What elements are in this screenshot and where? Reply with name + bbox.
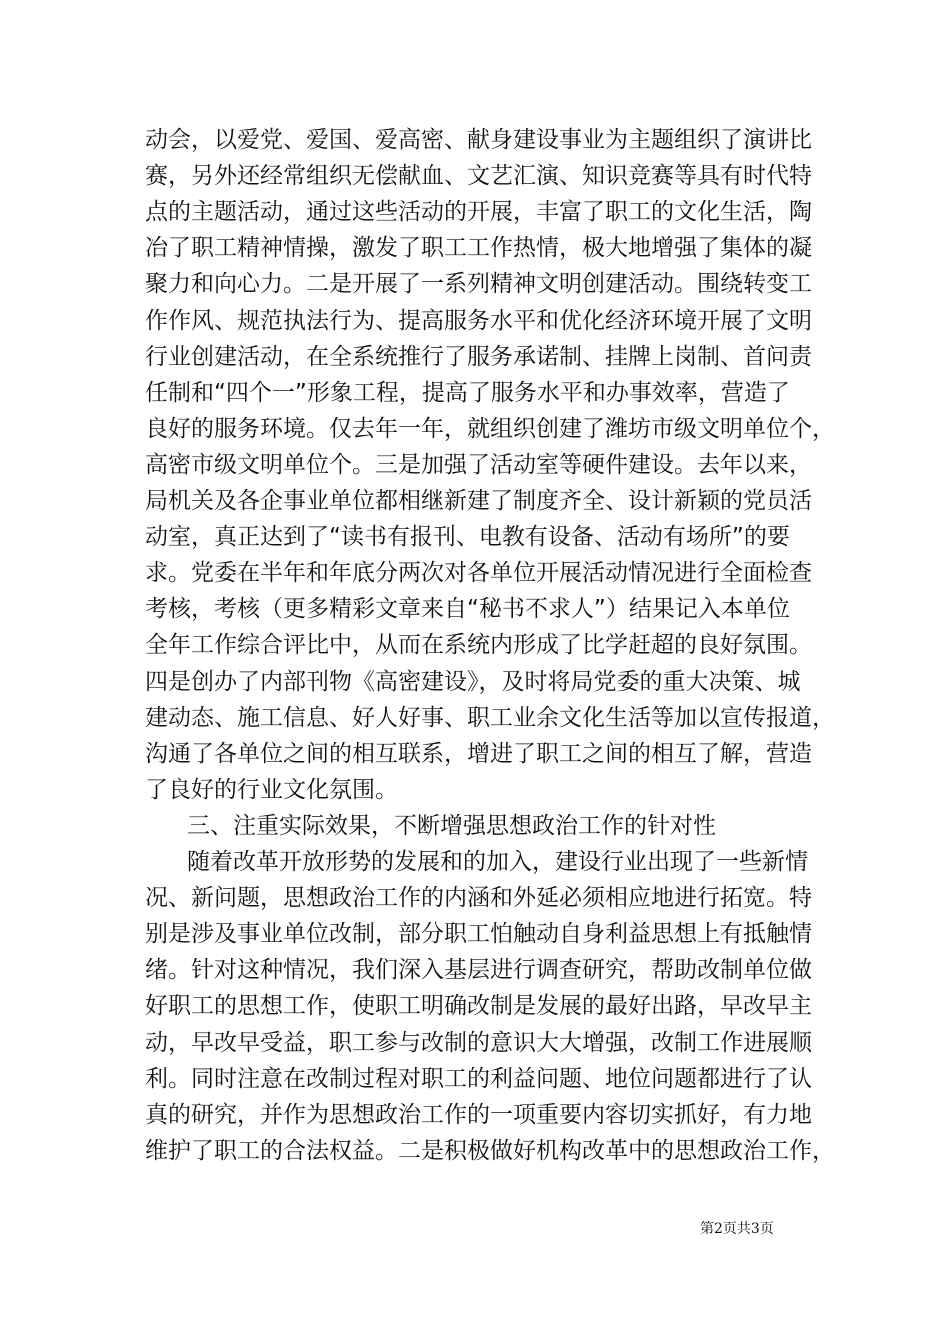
body-text-line: 任制和“四个一”形象工程，提高了服务水平和办事效率，营造了 [145,379,790,406]
body-text-line: 点的主题活动，通过这些活动的开展，丰富了职工的文化生活，陶 [145,199,812,226]
body-text-line: 赛，另外还经常组织无偿献血、文艺汇演、知识竞赛等具有时代特 [145,163,812,190]
body-text-line: 建动态、施工信息、好人好事、职工业余文化生活等加以宣传报道， [145,704,835,731]
body-text-line: 四是创办了内部刊物《高密建设》，及时将局党委的重大决策、城 [145,668,801,695]
body-text-line: 沟通了各单位之间的相互联系，增进了职工之间的相互了解，营造 [145,740,812,767]
body-text-line: 别是涉及事业单位改制，部分职工怕触动自身利益思想上有抵触情 [145,921,812,948]
page-number: 第2页共3页 [700,1221,774,1237]
body-text-line: 作作风、规范执法行为、提高服务水平和优化经济环境开展了文明 [145,307,812,334]
body-text-line: 利。同时注意在改制过程对职工的利益问题、地位问题都进行了认 [145,1065,812,1092]
body-text-line: 动会，以爱党、爱国、爱高密、献身建设事业为主题组织了演讲比 [145,127,812,153]
body-text-line: 维护了职工的合法权益。二是积极做好机构改革中的思想政治工作， [145,1137,835,1164]
body-text-line: 聚力和向心力。二是开展了一系列精神文明创建活动。围绕转变工 [145,271,812,298]
body-text-line: 真的研究，并作为思想政治工作的一项重要内容切实抓好，有力地 [145,1101,812,1128]
body-text-line: 了良好的行业文化氛围。 [145,776,398,803]
body-text-line: 绪。针对这种情况，我们深入基层进行调查研究，帮助改制单位做 [145,957,812,984]
body-text-line: 动室，真正达到了“读书有报刊、电教有设备、活动有场所”的要 [145,524,790,551]
body-text-line: 全年工作综合评比中，从而在系统内形成了比学赶超的良好氛围。 [145,632,812,659]
body-text-line: 随着改革开放形势的发展和的加入，建设行业出现了一些新情 [187,849,808,875]
body-text-line: 局机关及各企事业单位都相继新建了制度齐全、设计新颖的党员活 [145,488,812,514]
body-text-line: 好职工的思想工作，使职工明确改制是发展的最好出路，早改早主 [145,993,812,1020]
body-text-line: 行业创建活动，在全系统推行了服务承诺制、挂牌上岗制、首问责 [145,343,812,370]
body-text-line: 求。党委在半年和年底分两次对各单位开展活动情况进行全面检查 [145,560,812,587]
body-text-line: 考核，考核（更多精彩文章来自“秘书不求人”）结果记入本单位 [145,596,790,623]
body-text-line: 冶了职工精神情操，激发了职工工作热情，极大地增强了集体的凝 [145,235,812,262]
body-text-line: 良好的服务环境。仅去年一年，就组织创建了潍坊市级文明单位个， [145,415,835,442]
section-heading: 三、注重实际效果，不断增强思想政治工作的针对性 [187,812,716,839]
body-text-line: 况、新问题，思想政治工作的内涵和外延必须相应地进行拓宽。特 [145,885,812,912]
body-text-line: 动，早改早受益，职工参与改制的意识大大增强，改制工作进展顺 [145,1029,812,1056]
body-text-line: 高密市级文明单位个。三是加强了活动室等硬件建设。去年以来， [145,451,812,478]
